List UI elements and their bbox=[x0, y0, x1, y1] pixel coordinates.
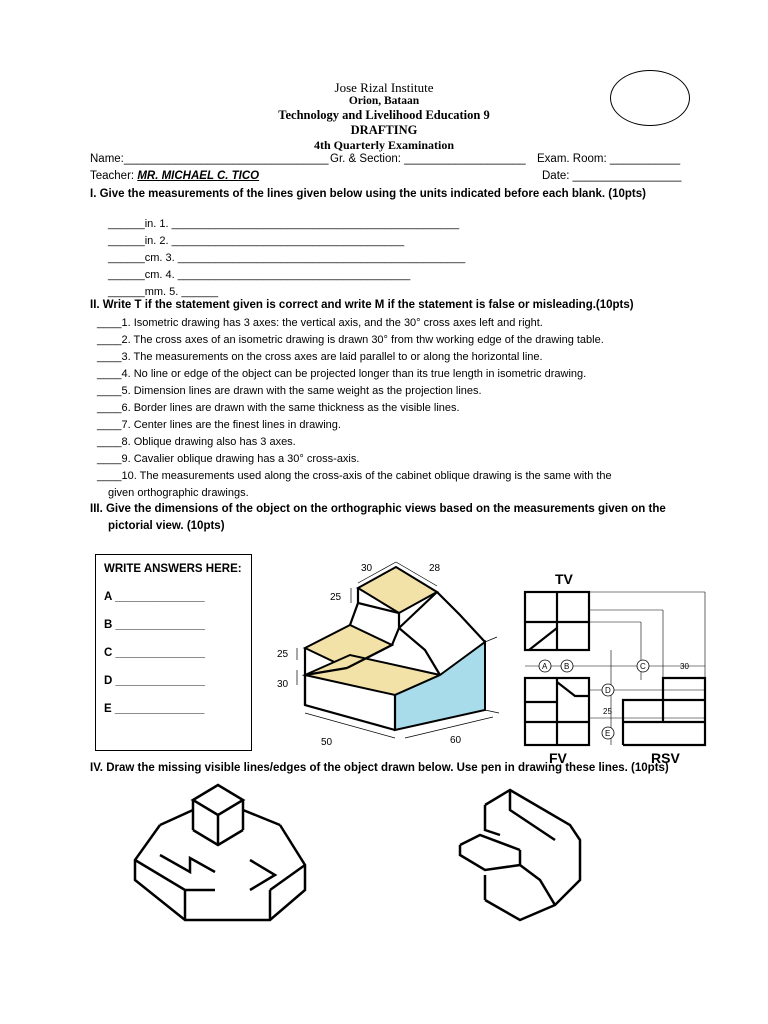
section-2-title: II. Write T if the statement given is correct and write M if the statement is false or misleading.(10pts) bbox=[90, 299, 634, 311]
dim-50: 50 bbox=[321, 737, 333, 748]
date-field: Date: _________________ bbox=[542, 170, 682, 182]
dim-30-top: 30 bbox=[361, 563, 373, 574]
section-2-item: ____5. Dimension lines are drawn with the same weight as the projection lines. bbox=[97, 385, 482, 397]
teacher-name: MR. MICHAEL C. TICO bbox=[137, 170, 260, 182]
exam-title: 4th Quarterly Examination bbox=[314, 138, 454, 152]
section-2-item-continuation: given orthographic drawings. bbox=[108, 487, 249, 499]
teacher-field bbox=[90, 170, 259, 182]
label-d: D bbox=[605, 686, 611, 695]
answer-e: E ______________ bbox=[104, 703, 205, 715]
answer-d: D ______________ bbox=[104, 675, 206, 687]
subject-title: Technology and Livelihood Education 9 bbox=[278, 108, 490, 122]
dim-25-upper: 25 bbox=[330, 592, 342, 603]
answer-box bbox=[95, 554, 252, 751]
teacher-label: Teacher: bbox=[90, 170, 138, 182]
section-1-item: ______mm. 5. ______ bbox=[108, 286, 219, 298]
section-4-title: IV. Draw the missing visible lines/edges of the object drawn below. Use pen in drawing these lines. (10pts) bbox=[90, 762, 669, 774]
dim-60: 60 bbox=[450, 735, 462, 746]
object-drawing-left bbox=[130, 780, 330, 930]
section-2-item: ____9. Cavalier oblique drawing has a 30° cross-axis. bbox=[97, 453, 360, 465]
section-2-item: ____10. The measurements used along the cross-axis of the cabinet oblique drawing is the same with the bbox=[97, 470, 612, 482]
ortho-dim-25: 25 bbox=[603, 707, 612, 716]
section-1-item: ______cm. 3. _______________________________________________ bbox=[108, 252, 466, 264]
rsv-label: RSV bbox=[651, 750, 680, 765]
section-1-item: ______in. 1. _______________________________________________ bbox=[108, 218, 460, 230]
grade-section-field: Gr. & Section: ___________________ bbox=[330, 153, 526, 165]
section-3-title-continuation: pictorial view. (10pts) bbox=[108, 520, 225, 532]
section-3-title: III. Give the dimensions of the object on the orthographic views based on the measurements given on the bbox=[90, 503, 666, 515]
label-a: A bbox=[542, 662, 548, 671]
name-field: Name:________________________________ bbox=[90, 153, 329, 165]
section-2-item: ____1. Isometric drawing has 3 axes: the vertical axis, and the 30° cross axes left and right. bbox=[97, 317, 543, 329]
section-2-item: ____4. No line or edge of the object can be projected longer than its true length in isometric drawing. bbox=[97, 368, 587, 380]
answer-box-title: WRITE ANSWERS HERE: bbox=[104, 563, 242, 575]
school-location: Orion, Bataan bbox=[348, 95, 420, 107]
school-name: Jose Rizal Institute bbox=[334, 80, 434, 95]
label-b: B bbox=[564, 662, 570, 671]
section-2-item: ____8. Oblique drawing also has 3 axes. bbox=[97, 436, 296, 448]
orthographic-views bbox=[515, 570, 715, 765]
dim-25-lower: 25 bbox=[277, 649, 289, 660]
pictorial-view bbox=[265, 545, 510, 760]
tv-label: TV bbox=[555, 571, 573, 587]
section-2-item: ____2. The cross axes of an isometric drawing is drawn 30° from thw working edge of the drawing table. bbox=[97, 334, 604, 346]
label-c: C bbox=[640, 662, 646, 671]
object-drawing-right bbox=[440, 780, 590, 930]
label-e: E bbox=[605, 729, 611, 738]
course-title: DRAFTING bbox=[350, 123, 418, 137]
section-1-item: ______in. 2. ______________________________________ bbox=[108, 235, 405, 247]
section-2-item: ____3. The measurements on the cross axes are laid parallel to or along the horizontal line. bbox=[97, 351, 543, 363]
section-1-title: I. Give the measurements of the lines given below using the units indicated before each blank. (10pts) bbox=[90, 188, 646, 200]
dim-30-left: 30 bbox=[277, 679, 289, 690]
section-2-item: ____7. Center lines are the finest lines in drawing. bbox=[97, 419, 341, 431]
section-1-item: ______cm. 4. ______________________________________ bbox=[108, 269, 411, 281]
dim-28: 28 bbox=[429, 563, 441, 574]
answer-c: C ______________ bbox=[104, 647, 206, 659]
exam-room-field: Exam. Room: ___________ bbox=[537, 153, 681, 165]
fv-label: FV bbox=[549, 750, 567, 765]
section-2-item: ____6. Border lines are drawn with the same thickness as the visible lines. bbox=[97, 402, 460, 414]
answer-b: B ______________ bbox=[104, 619, 206, 631]
ortho-dim-30: 30 bbox=[680, 662, 689, 671]
answer-a: A ______________ bbox=[104, 591, 205, 603]
